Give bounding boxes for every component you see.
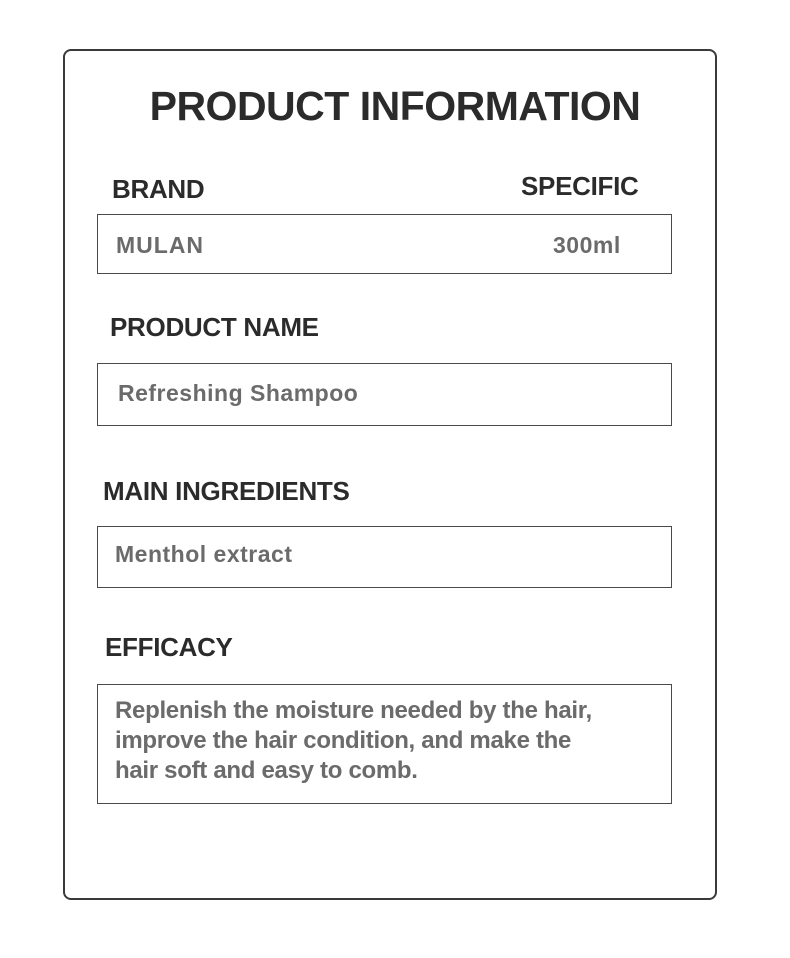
- main-ingredients-value: Menthol extract: [115, 541, 293, 567]
- efficacy-value: Replenish the moisture needed by the hair, improve the hair condition, and make the hair soft and easy to comb.: [115, 697, 592, 784]
- brand-label: BRAND: [112, 174, 205, 204]
- main-ingredients-label: MAIN INGREDIENTS: [103, 476, 350, 506]
- specific-label: SPECIFIC: [521, 171, 639, 201]
- product-name-value: Refreshing Shampoo: [118, 380, 359, 406]
- page-title: PRODUCT INFORMATION: [149, 83, 641, 129]
- efficacy-label: EFFICACY: [105, 632, 233, 662]
- brand-value: MULAN: [116, 232, 205, 258]
- specific-value: 300ml: [553, 232, 621, 258]
- product-name-label: PRODUCT NAME: [110, 312, 319, 342]
